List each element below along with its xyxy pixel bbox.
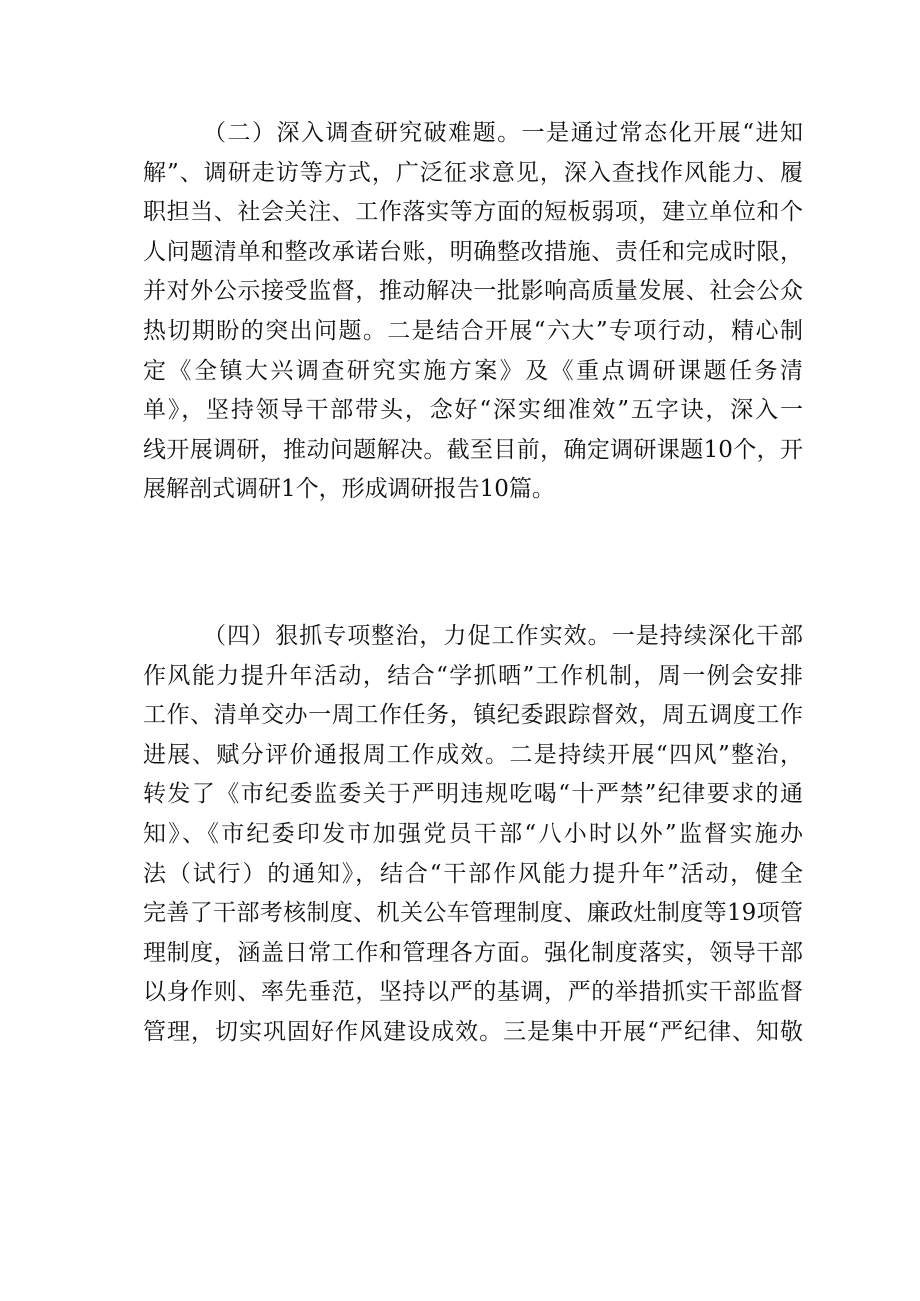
- text-line: 法（试行）的通知》，结合“干部作风能力提升年”活动，健全: [143, 860, 803, 887]
- text-line: 进展、赋分评价通报周工作成效。二是持续开展“四风”整治，: [143, 741, 803, 768]
- text-line: 定《全镇大兴调查研究实施方案》及《重点调研课题任务清: [143, 357, 803, 384]
- text-line: 转发了《市纪委监委关于严明违规吃喝“十严禁”纪律要求的通: [143, 781, 803, 808]
- text-line: 职担当、社会关注、工作落实等方面的短板弱项，建立单位和个: [143, 199, 803, 226]
- text-line: （二）深入调查研究破难题。一是通过常态化开展“进知: [203, 120, 803, 146]
- text-line: 完善了干部考核制度、机关公车管理制度、廉政灶制度等19项管: [143, 900, 803, 927]
- text-line: 并对外公示接受监督，推动解决一批影响高质量发展、社会公众: [143, 278, 803, 305]
- text-line: 知》、《市纪委印发市加强党员干部“八小时以外”监督实施办: [143, 820, 803, 847]
- text-line: （四）狠抓专项整治，力促工作实效。一是持续深化干部: [203, 623, 803, 649]
- text-line: 线开展调研，推动问题解决。截至目前，确定调研课题10个，开: [143, 436, 803, 463]
- text-line: 管理，切实巩固好作风建设成效。三是集中开展“严纪律、知敬: [143, 1018, 803, 1045]
- text-line: 理制度，涵盖日常工作和管理各方面。强化制度落实，领导干部: [143, 939, 803, 966]
- text-line: 作风能力提升年活动，结合“学抓晒”工作机制，周一例会安排: [143, 662, 803, 689]
- text-line: 以身作则、率先垂范，坚持以严的基调，严的举措抓实干部监督: [143, 979, 803, 1006]
- text-line: 单》，坚持领导干部带头，念好“深实细准效”五字诀，深入一: [143, 397, 803, 424]
- paragraph-research: [143, 114, 803, 510]
- text-line: 解”、调研走访等方式，广泛征求意见，深入查找作风能力、履: [143, 159, 803, 186]
- text-line: 展解剖式调研1个，形成调研报告10篇。: [143, 476, 555, 503]
- text-line: 工作、清单交办一周工作任务，镇纪委跟踪督效，周五调度工作: [143, 702, 803, 729]
- text-line: 人问题清单和整改承诺台账，明确整改措施、责任和完成时限，: [143, 238, 803, 265]
- text-line: 热切期盼的突出问题。二是结合开展“六大”专项行动，精心制: [143, 317, 803, 344]
- paragraph-rectification: [143, 617, 803, 1053]
